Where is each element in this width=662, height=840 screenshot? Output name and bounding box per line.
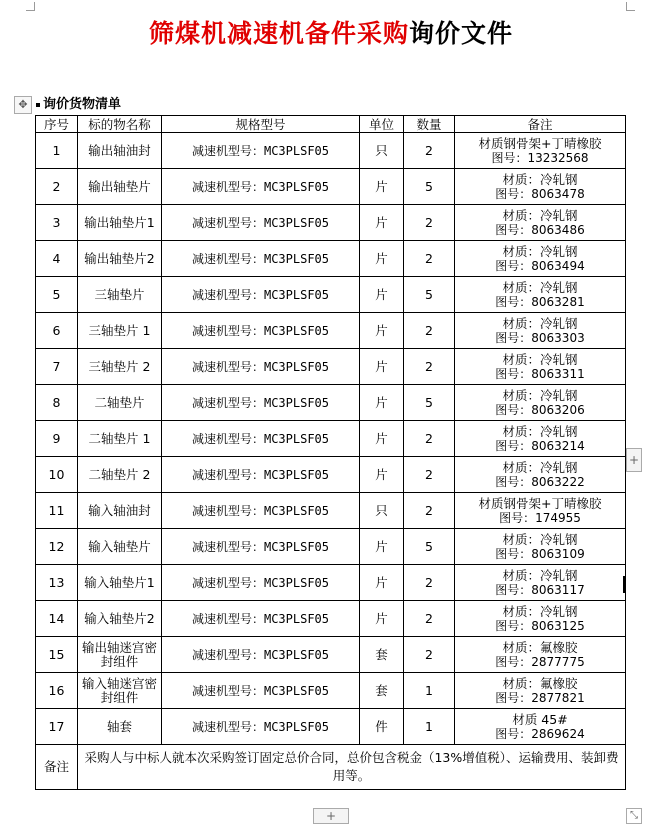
header-name: 标的物名称: [78, 116, 162, 133]
remark-drawing-number: 图号：8063478: [495, 186, 585, 201]
cell-name: 输入轴迷宫密封组件: [78, 673, 162, 709]
remark-drawing-number: 图号：8063281: [495, 294, 585, 309]
cell-name: 三轴垫片: [78, 277, 162, 313]
cell-qty: 2: [404, 313, 455, 349]
cell-qty: 2: [404, 349, 455, 385]
cell-no: 5: [36, 277, 78, 313]
cell-remark: [455, 313, 626, 349]
cell-spec: 减速机型号：MC3PLSF05: [162, 493, 360, 529]
header-remark: 备注: [455, 116, 626, 133]
cell-spec: 减速机型号：MC3PLSF05: [162, 241, 360, 277]
note-row: [36, 745, 626, 790]
cell-remark: [455, 565, 626, 601]
cell-spec: 减速机型号：MC3PLSF05: [162, 133, 360, 169]
bullet-icon: [36, 103, 40, 107]
table-row: [36, 457, 626, 493]
cell-remark: [455, 493, 626, 529]
cell-no: 3: [36, 205, 78, 241]
cell-unit: 套: [360, 673, 404, 709]
cell-remark: [455, 205, 626, 241]
cell-name: 输出轴垫片1: [78, 205, 162, 241]
cell-spec: 减速机型号：MC3PLSF05: [162, 385, 360, 421]
cell-remark: [455, 709, 626, 745]
cell-remark: [455, 673, 626, 709]
cell-no: 8: [36, 385, 78, 421]
table-row: [36, 241, 626, 277]
cell-qty: 1: [404, 673, 455, 709]
cell-remark: [455, 349, 626, 385]
remark-material: 材质：冷轧钢: [502, 207, 578, 223]
table-row: [36, 277, 626, 313]
cell-no: 15: [36, 637, 78, 673]
cell-qty: 2: [404, 205, 455, 241]
remark-material: 材质：氟橡胶: [502, 675, 578, 691]
remark-material: 材质：氟橡胶: [502, 639, 578, 655]
remark-material: 材质：冷轧钢: [502, 351, 578, 367]
remark-material: 材质：冷轧钢: [502, 459, 578, 475]
cell-qty: 2: [404, 565, 455, 601]
remark-material: 材质：冷轧钢: [502, 531, 578, 547]
cell-unit: 套: [360, 637, 404, 673]
remark-drawing-number: 图号：8063222: [495, 474, 585, 489]
cell-unit: 片: [360, 565, 404, 601]
remark-drawing-number: 图号：8063109: [495, 546, 585, 561]
cell-remark: [455, 637, 626, 673]
add-row-plus-icon[interactable]: +: [313, 808, 349, 824]
cell-unit: 片: [360, 169, 404, 205]
note-label: 备注: [36, 745, 78, 790]
page-corner-mark-right: [626, 2, 635, 11]
cell-qty: 5: [404, 277, 455, 313]
remark-drawing-number: 图号：2869624: [495, 726, 585, 741]
cell-spec: 减速机型号：MC3PLSF05: [162, 421, 360, 457]
remark-material: 材质：冷轧钢: [502, 387, 578, 403]
cell-unit: 片: [360, 349, 404, 385]
header-unit: 单位: [360, 116, 404, 133]
cell-no: 2: [36, 169, 78, 205]
cell-unit: 片: [360, 457, 404, 493]
table-row: [36, 709, 626, 745]
cell-remark: [455, 277, 626, 313]
cell-spec: 减速机型号：MC3PLSF05: [162, 313, 360, 349]
header-no: 序号: [36, 116, 78, 133]
remark-material: 材质：冷轧钢: [502, 243, 578, 259]
remark-drawing-number: 图号：13232568: [491, 150, 589, 165]
cell-unit: 片: [360, 601, 404, 637]
remark-drawing-number: 图号：8063125: [495, 618, 585, 633]
cell-no: 14: [36, 601, 78, 637]
table-row: [36, 349, 626, 385]
remark-drawing-number: 图号：8063117: [495, 582, 585, 597]
remark-material: 材质：冷轧钢: [502, 315, 578, 331]
table-resize-icon[interactable]: ⤡: [626, 808, 642, 824]
cell-unit: 片: [360, 421, 404, 457]
add-column-plus-icon[interactable]: +: [626, 448, 642, 472]
cell-no: 7: [36, 349, 78, 385]
remark-material: 材质：冷轧钢: [502, 171, 578, 187]
header-spec: 规格型号: [162, 116, 360, 133]
remark-drawing-number: 图号：2877775: [495, 654, 585, 669]
remark-material: 材质：冷轧钢: [502, 567, 578, 583]
cell-qty: 2: [404, 637, 455, 673]
cell-name: 二轴垫片 2: [78, 457, 162, 493]
note-text: 采购人与中标人就本次采购签订固定总价合同，总价包含税金（13%增值税）、运输费用、装卸费用等。: [78, 745, 626, 790]
table-row: [36, 385, 626, 421]
cell-qty: 2: [404, 421, 455, 457]
cell-name: 二轴垫片 1: [78, 421, 162, 457]
cell-spec: 减速机型号：MC3PLSF05: [162, 349, 360, 385]
cell-name: 输出轴垫片2: [78, 241, 162, 277]
cell-remark: [455, 385, 626, 421]
cell-name: 输入轴油封: [78, 493, 162, 529]
table-row: [36, 493, 626, 529]
remark-material: 材质 45#: [512, 711, 568, 727]
cell-no: 1: [36, 133, 78, 169]
cell-qty: 2: [404, 133, 455, 169]
cell-remark: [455, 529, 626, 565]
cell-unit: 片: [360, 277, 404, 313]
cell-spec: 减速机型号：MC3PLSF05: [162, 601, 360, 637]
remark-drawing-number: 图号：8063214: [495, 438, 585, 453]
cell-no: 16: [36, 673, 78, 709]
page-corner-mark-left: [26, 2, 35, 11]
cell-no: 4: [36, 241, 78, 277]
document-title-red: 筛煤机减速机备件采购: [148, 19, 409, 48]
cell-unit: 片: [360, 385, 404, 421]
cell-no: 13: [36, 565, 78, 601]
cell-remark: [455, 133, 626, 169]
cell-unit: 件: [360, 709, 404, 745]
table-row: [36, 421, 626, 457]
cell-name: 输出轴迷宫密封组件: [78, 637, 162, 673]
remark-drawing-number: 图号：2877821: [495, 690, 585, 705]
table-row: [36, 529, 626, 565]
cell-remark: [455, 241, 626, 277]
remark-drawing-number: 图号：8063311: [495, 366, 585, 381]
cell-qty: 2: [404, 601, 455, 637]
goods-table: [35, 115, 626, 790]
cell-remark: [455, 421, 626, 457]
header-qty: 数量: [404, 116, 455, 133]
cell-name: 输入轴垫片1: [78, 565, 162, 601]
cell-no: 9: [36, 421, 78, 457]
remark-drawing-number: 图号：8063206: [495, 402, 585, 417]
cell-qty: 5: [404, 169, 455, 205]
table-row: [36, 313, 626, 349]
cell-name: 输入轴垫片2: [78, 601, 162, 637]
cell-name: 输出轴油封: [78, 133, 162, 169]
section-title: [36, 93, 121, 112]
cell-name: 三轴垫片 2: [78, 349, 162, 385]
cell-qty: 2: [404, 457, 455, 493]
table-header-row: [36, 116, 626, 133]
cell-no: 11: [36, 493, 78, 529]
cell-name: 输入轴垫片: [78, 529, 162, 565]
cell-spec: 减速机型号：MC3PLSF05: [162, 277, 360, 313]
cell-remark: [455, 169, 626, 205]
cell-spec: 减速机型号：MC3PLSF05: [162, 529, 360, 565]
cell-unit: 片: [360, 529, 404, 565]
cell-unit: 片: [360, 313, 404, 349]
cell-no: 17: [36, 709, 78, 745]
cell-name: 轴套: [78, 709, 162, 745]
document-title-black: 询价文件: [409, 19, 514, 48]
section-title-text: 询价货物清单: [43, 97, 122, 112]
remark-material: 材质：冷轧钢: [502, 423, 578, 439]
table-row: [36, 133, 626, 169]
table-row: [36, 169, 626, 205]
cell-qty: 2: [404, 241, 455, 277]
cell-spec: 减速机型号：MC3PLSF05: [162, 673, 360, 709]
table-row: [36, 601, 626, 637]
cell-no: 12: [36, 529, 78, 565]
cell-unit: 片: [360, 205, 404, 241]
cell-spec: 减速机型号：MC3PLSF05: [162, 709, 360, 745]
cell-qty: 1: [404, 709, 455, 745]
document-title: [0, 14, 662, 50]
remark-drawing-number: 图号：8063303: [495, 330, 585, 345]
cell-name: 二轴垫片: [78, 385, 162, 421]
remark-material: 材质钢骨架+丁晴橡胶: [478, 495, 602, 511]
cell-qty: 5: [404, 529, 455, 565]
cell-qty: 5: [404, 385, 455, 421]
cell-unit: 片: [360, 241, 404, 277]
cell-spec: 减速机型号：MC3PLSF05: [162, 205, 360, 241]
table-row: [36, 565, 626, 601]
cell-no: 10: [36, 457, 78, 493]
table-row: [36, 673, 626, 709]
cell-no: 6: [36, 313, 78, 349]
remark-material: 材质：冷轧钢: [502, 603, 578, 619]
cell-name: 三轴垫片 1: [78, 313, 162, 349]
cell-spec: 减速机型号：MC3PLSF05: [162, 169, 360, 205]
cell-spec: 减速机型号：MC3PLSF05: [162, 457, 360, 493]
cell-unit: 只: [360, 133, 404, 169]
table-row: [36, 205, 626, 241]
remark-drawing-number: 图号：8063486: [495, 222, 585, 237]
table-move-icon[interactable]: ✥: [14, 96, 32, 114]
remark-material: 材质钢骨架+丁晴橡胶: [478, 135, 602, 151]
cell-spec: 减速机型号：MC3PLSF05: [162, 565, 360, 601]
remark-drawing-number: 图号：174955: [499, 510, 581, 525]
cell-spec: 减速机型号：MC3PLSF05: [162, 637, 360, 673]
cell-unit: 只: [360, 493, 404, 529]
text-cursor: [623, 576, 625, 593]
cell-remark: [455, 601, 626, 637]
remark-drawing-number: 图号：8063494: [495, 258, 585, 273]
cell-qty: 2: [404, 493, 455, 529]
table-row: [36, 637, 626, 673]
remark-material: 材质：冷轧钢: [502, 279, 578, 295]
cell-remark: [455, 457, 626, 493]
cell-name: 输出轴垫片: [78, 169, 162, 205]
